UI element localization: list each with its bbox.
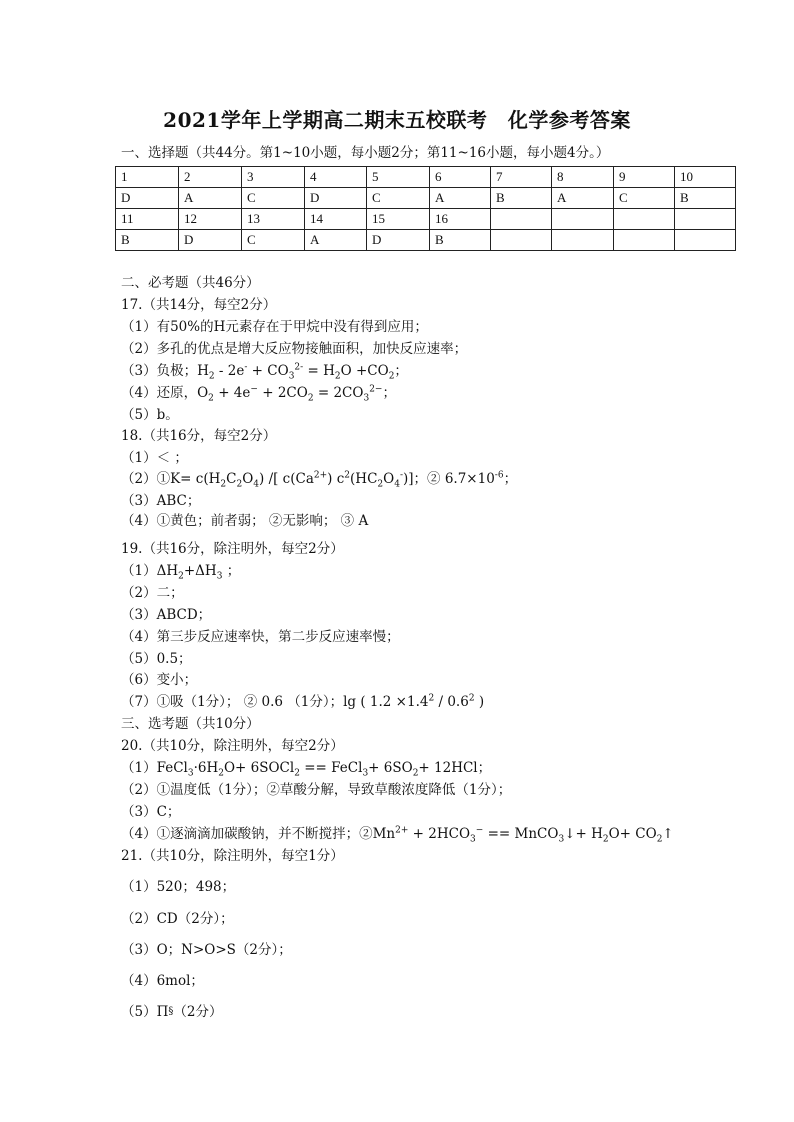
- q21-answer-4: （4）6mol；: [121, 973, 204, 989]
- answer-table-cell: 15: [367, 209, 430, 230]
- answer-table-cell: B: [116, 230, 179, 251]
- answer-table-cell: [552, 230, 614, 251]
- q20-header: 20.（共10分，除注明外，每空2分）: [121, 738, 344, 754]
- answer-table-cell: D: [305, 188, 367, 209]
- q17-answer-1: （1）有50%的H元素存在于甲烷中没有得到应用；: [121, 319, 428, 335]
- answer-table-cell: A: [179, 188, 242, 209]
- q21-header: 21.（共10分，除注明外，每空1分）: [121, 848, 344, 864]
- answer-table-cell: C: [242, 188, 305, 209]
- answer-table-cell: D: [116, 188, 179, 209]
- q20-answer-2: （2）①温度低（1分）；②草酸分解，导致草酸浓度降低（1分）；: [121, 782, 512, 798]
- answer-table-cell: 12: [179, 209, 242, 230]
- q18-answer-1: （1）＜ ；: [121, 450, 188, 466]
- answer-table-cell: [491, 230, 552, 251]
- answer-table-cell: D: [179, 230, 242, 251]
- section3-heading: 三、选考题（共10分）: [121, 716, 260, 732]
- q19-answer-4: （4）第三步反应速率快，第二步反应速率慢；: [121, 629, 400, 645]
- answer-table-cell: 1: [116, 167, 179, 188]
- q21-answer-1: （1）520；498；: [121, 879, 236, 895]
- answer-table-cell: 2: [179, 167, 242, 188]
- answer-table-row: [116, 230, 736, 251]
- q18-answer-2: （2）①K= $c(H_2C_2O_4)$ /[ $c(Ca^{2+})$ $c^2(HC_2O_4^-)$]；② $6.7\times 10^{-6}$；: [121, 470, 518, 490]
- answer-table-cell: 6: [430, 167, 491, 188]
- q17-answer-2: （2）多孔的优点是增大反应物接触面积，加快反应速率；: [121, 341, 468, 357]
- answer-table-cell: C: [614, 188, 675, 209]
- answer-table-cell: B: [675, 188, 736, 209]
- answer-table-cell: 4: [305, 167, 367, 188]
- answer-table-cell: 10: [675, 167, 736, 188]
- answer-table-cell: [491, 209, 552, 230]
- answer-table-cell: A: [305, 230, 367, 251]
- q20-answer-4: （4）①逐滴滴加碳酸钠，并不断搅拌；$②Mn^{2+} + 2HCO_3^-$ == MnCO$_3$↓+ $H_2O+$ $CO_2↑$: [121, 825, 674, 845]
- answer-table-cell: [675, 209, 736, 230]
- answer-table: [115, 166, 736, 251]
- pi-bond-symbol: §: [168, 1006, 174, 1017]
- answer-table-cell: 7: [491, 167, 552, 188]
- q17-answer-4: （4）还原，$O_2 + 4e^- + 2CO_2 = 2CO_3^{2-}$；: [121, 384, 396, 404]
- answer-table-cell: B: [430, 230, 491, 251]
- q19-answer-3: （3）ABCD；: [121, 607, 212, 623]
- q20-answer-1: $(1)FeCl_3\cdot 6H_2O+$ 6SOCl$_2$ == FeCl$_3$+ $6SO_2+ 12HCl$；: [121, 760, 492, 779]
- answer-table-row: [116, 209, 736, 230]
- answer-table-cell: 13: [242, 209, 305, 230]
- q17-header: 17.（共14分，每空2分）: [121, 297, 277, 313]
- q18-answer-3: （3）ABC；: [121, 493, 201, 509]
- answer-table-cell: 8: [552, 167, 614, 188]
- q19-header: 19.（共16分，除注明外，每空2分）: [121, 541, 344, 557]
- q21-answer-2: （2）CD（2分）；: [121, 911, 234, 927]
- q18-answer-4: （4）①黄色；前者弱； ②无影响； ③ A: [121, 513, 369, 529]
- answer-table-cell: C: [242, 230, 305, 251]
- q17-answer-5: （5）b。: [121, 407, 179, 423]
- q18-header: 18.（共16分，每空2分）: [121, 428, 277, 444]
- answer-table-cell: 9: [614, 167, 675, 188]
- page-title: 2021学年上学期高二期末五校联考 化学参考答案: [163, 108, 631, 132]
- q21-answer-5: （5）Π§（2分）: [121, 1004, 223, 1020]
- q19-answer-5: （5）0.5；: [121, 651, 192, 667]
- answer-table-row: [116, 167, 736, 188]
- answer-table-cell: 5: [367, 167, 430, 188]
- answer-table-cell: A: [430, 188, 491, 209]
- answer-table-cell: [614, 230, 675, 251]
- q19-answer-6: （6）变小；: [121, 672, 198, 688]
- q19-answer-1: $(1)\Delta H_2+\Delta H_3$ ；: [121, 563, 241, 582]
- answer-table-cell: D: [367, 230, 430, 251]
- answer-table-cell: 3: [242, 167, 305, 188]
- answer-table-cell: [552, 209, 614, 230]
- answer-table-cell: 16: [430, 209, 491, 230]
- q20-answer-3: （3）C；: [121, 804, 181, 820]
- q21-answer-3: （3）O；N>O>S（2分）；: [121, 942, 292, 958]
- q19-answer-2: （2）二；: [121, 585, 184, 601]
- q19-answer-7: （7）①吸（1分）； ② 0.6 （1分）；lg ( $1.2 \times 1.4^2 / 0.6^2$ ): [121, 693, 485, 710]
- answer-table-cell: A: [552, 188, 614, 209]
- answer-table-row: [116, 188, 736, 209]
- answer-table-cell: [675, 230, 736, 251]
- answer-table-cell: C: [367, 188, 430, 209]
- answer-table-cell: 14: [305, 209, 367, 230]
- answer-table-cell: [614, 209, 675, 230]
- section2-heading: 二、必考题（共46分）: [121, 275, 260, 291]
- section1-heading: 一、选择题（共44分。第1~10小题，每小题2分；第11~16小题，每小题4分。）: [121, 145, 610, 161]
- q17-answer-3: （3）负极；$H_2 - 2e^- + CO_3^{2-} = H_2O +CO_2$；: [121, 362, 408, 382]
- answer-table-cell: 11: [116, 209, 179, 230]
- answer-table-cell: B: [491, 188, 552, 209]
